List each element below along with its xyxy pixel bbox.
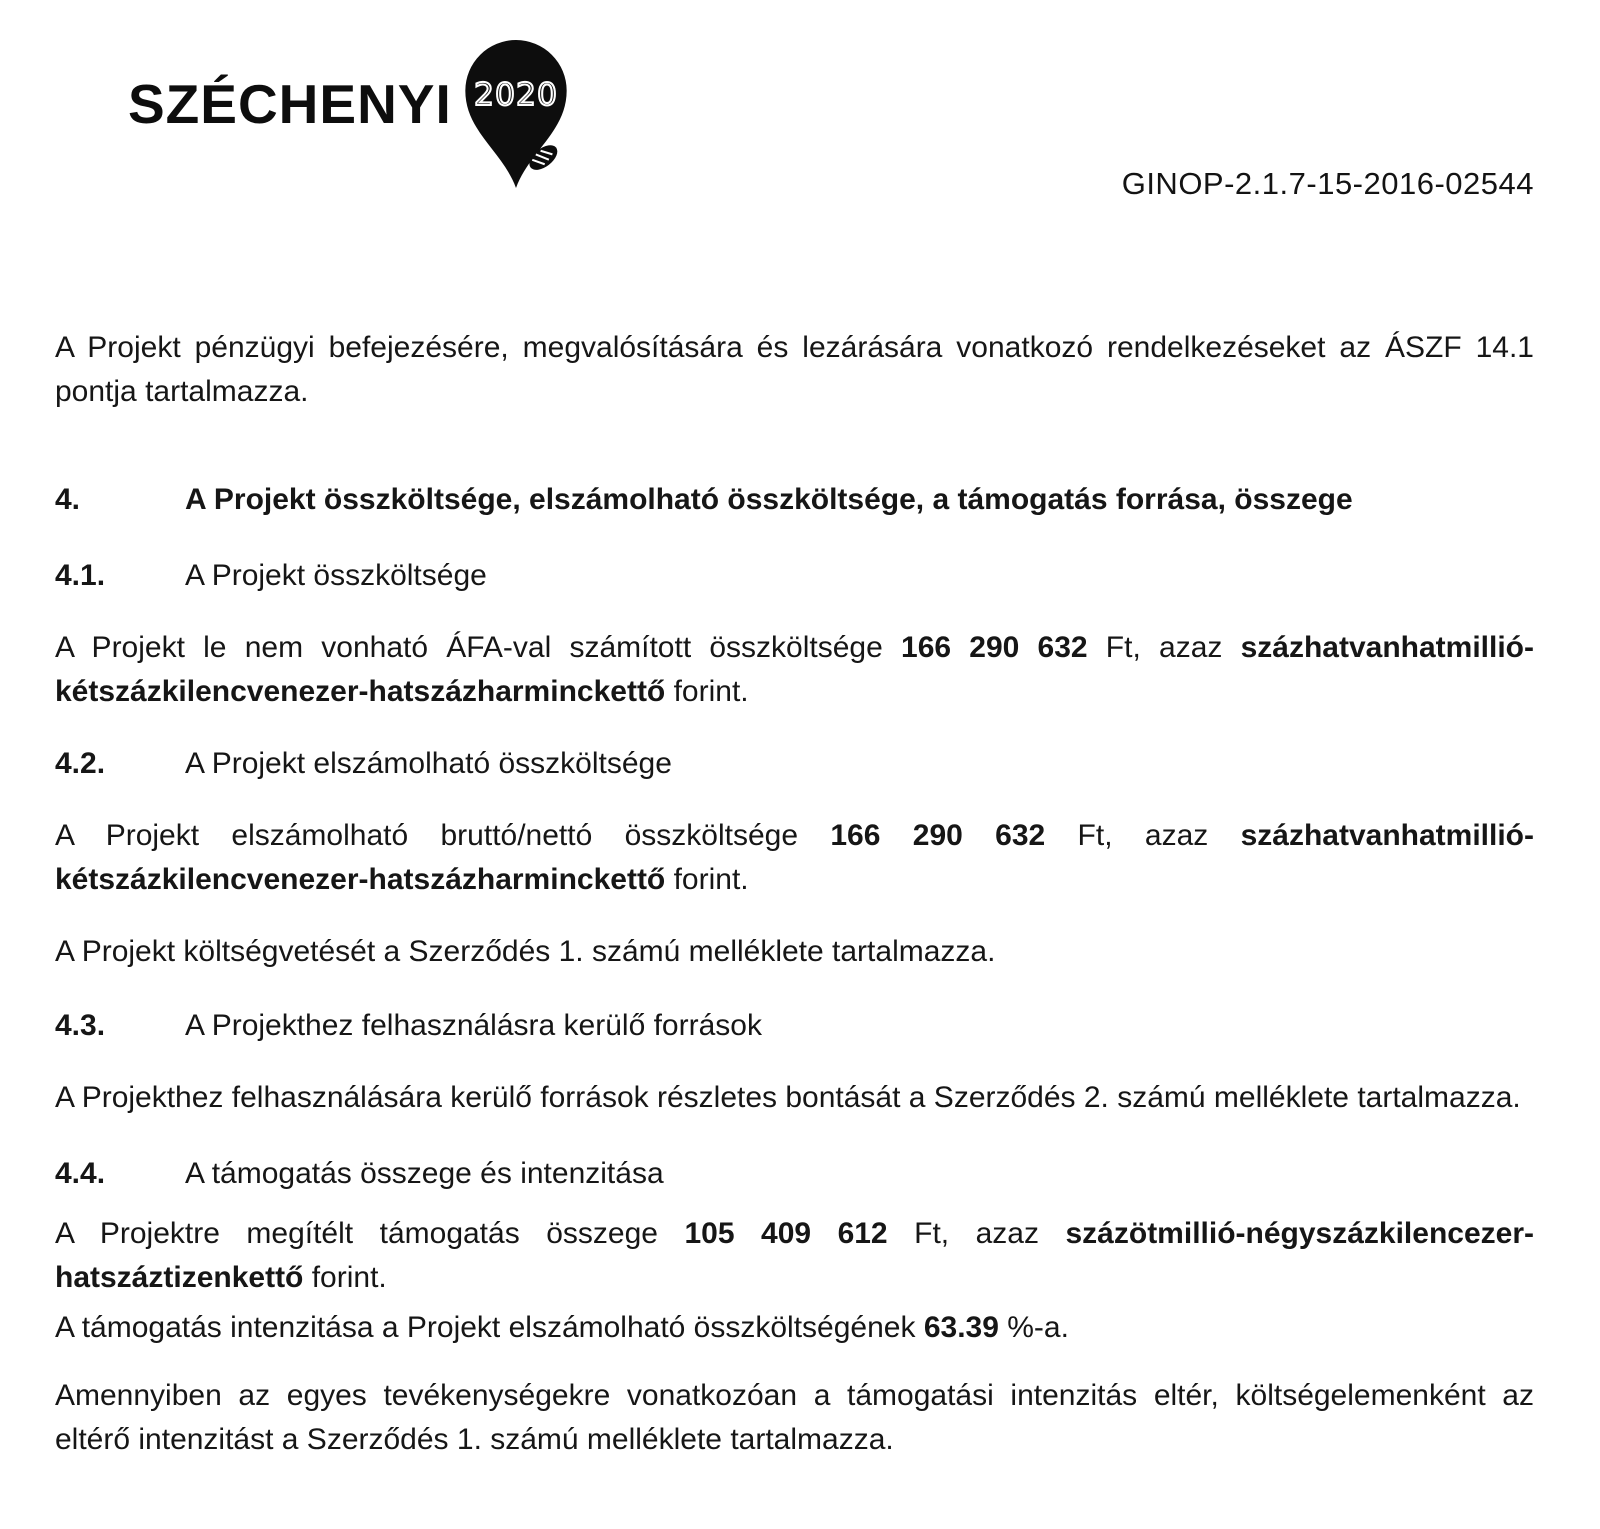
section-number: 4.3.: [55, 1009, 106, 1042]
intro-paragraph: A Projekt pénzügyi befejezésére, megvalósítására és lezárására vonatkozó rendelkezéseket az ÁSZF 14.1 pontja tartalmazza.: [55, 331, 1534, 408]
szechenyi-2020-logo: [128, 38, 572, 190]
section-number: 4.4.: [55, 1157, 106, 1190]
text-segment: Ft, azaz: [1087, 631, 1241, 664]
text-segment: Ft, azaz: [1045, 819, 1241, 852]
section-4-4-heading: [55, 1152, 1534, 1196]
text-segment: forint.: [303, 1261, 387, 1294]
section-4-3-heading: [55, 1004, 1534, 1048]
document-body: [0, 326, 1600, 1462]
map-pin-icon: [460, 38, 572, 190]
grant-intensity-paragraph: [55, 1306, 1534, 1350]
grant-amount-paragraph: [55, 1212, 1534, 1300]
intensity-variation-paragraph: Amennyiben az egyes tevékenységekre vonatkozóan a támogatási intenzitás eltér, költségelemenként az eltérő intenzitást a Szerződés 1. számú melléklete tartalmazza.: [55, 1379, 1534, 1456]
section-number: 4.2.: [55, 747, 106, 780]
total-cost-amount: 166 290 632: [901, 631, 1088, 664]
total-cost-words: százhatvanhatmillió-kétszázkilencvenezer-hatszázharminckettő: [55, 631, 1534, 708]
section-title: A Projekthez felhasználásra kerülő források: [185, 1009, 762, 1042]
section-title: A Projekt elszámolható összköltsége: [185, 747, 672, 780]
text-segment: %-a.: [998, 1311, 1069, 1344]
logo-wordmark: SZÉCHENYI: [128, 73, 452, 135]
project-reference-number: GINOP-2.1.7-15-2016-02544: [1121, 166, 1534, 201]
text-segment: A támogatás intenzitása a Projekt elszámolható összköltségének: [55, 1311, 924, 1344]
section-title: A Projekt összköltsége, elszámolható összköltsége, a támogatás forrása, összege: [185, 483, 1353, 516]
text-segment: forint.: [665, 863, 749, 896]
grant-amount-words: százötmillió-négyszázkilencezer-hatszáztizenkettő: [55, 1217, 1534, 1294]
section-4-2-paragraph: [55, 814, 1534, 902]
section-4-heading: [55, 478, 1534, 522]
section-4-1-paragraph: [55, 626, 1534, 714]
text-segment: A Projekt le nem vonható ÁFA-val számított összköltsége: [55, 631, 902, 664]
section-4-1-heading: [55, 554, 1534, 598]
intensity-percentage: 63.39: [923, 1311, 999, 1344]
text-segment: forint.: [665, 675, 749, 708]
section-number: 4.1.: [55, 559, 106, 592]
eligible-cost-amount: 166 290 632: [830, 819, 1046, 852]
grant-amount: 105 409 612: [684, 1217, 888, 1250]
section-title: A Projekt összköltsége: [185, 559, 487, 592]
budget-annex-note: A Projekt költségvetését a Szerződés 1. számú melléklete tartalmazza.: [55, 935, 996, 968]
page-header: [0, 0, 1600, 230]
section-4-3-paragraph: A Projekthez felhasználására kerülő források részletes bontását a Szerződés 2. számú melléklete tartalmazza.: [55, 1081, 1521, 1114]
section-4-2-heading: [55, 742, 1534, 786]
text-segment: A Projektre megítélt támogatás összege: [55, 1217, 685, 1250]
eligible-cost-words: százhatvanhatmillió-kétszázkilencvenezer-hatszázharminckettő: [55, 819, 1534, 896]
section-number: 4.: [55, 483, 81, 516]
logo-year: 2020: [473, 76, 558, 113]
text-segment: A Projekt elszámolható bruttó/nettó összköltsége: [55, 819, 831, 852]
section-title: A támogatás összege és intenzitása: [185, 1157, 664, 1190]
text-segment: Ft, azaz: [887, 1217, 1066, 1250]
